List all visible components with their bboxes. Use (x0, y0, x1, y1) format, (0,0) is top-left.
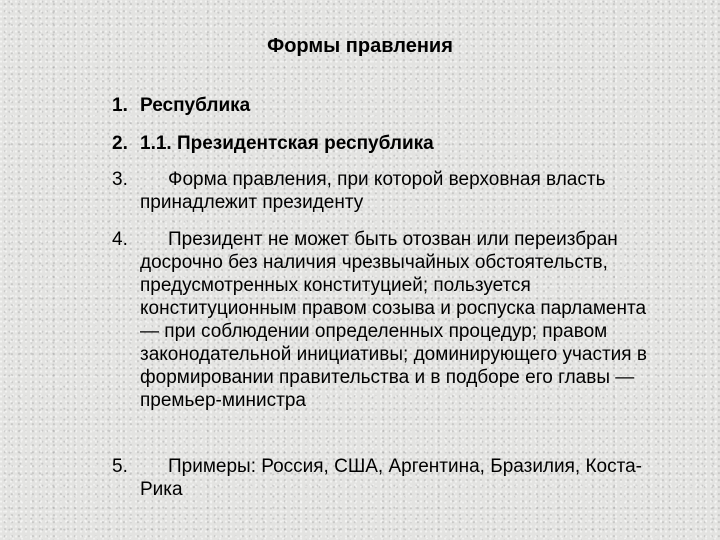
list-item-number: 4. (112, 229, 128, 250)
list-item-number: 1. (112, 95, 128, 116)
list-item-body (140, 168, 670, 214)
list-item-body (140, 455, 670, 501)
list-item-text: 1.1. Президентская республика (140, 133, 434, 154)
slide-title-text: Формы правления (267, 35, 453, 57)
list-item-text: Республика (140, 95, 251, 116)
slide-title (0, 34, 720, 58)
list-item-number: 3. (112, 169, 128, 190)
list-item-number: 5. (112, 456, 128, 477)
list-item-number: 2. (112, 133, 128, 154)
list-item-body (140, 228, 670, 412)
list-item-text: Примеры: Россия, США, Аргентина, Бразилия, Коста-Рика (140, 456, 642, 500)
list-item-text: Президент не может быть отозван или переизбран досрочно без наличия чрезвычайных обстоятельств, предусмотренных конституцией; пользуется конституционным правом созыва и роспуска парламента — при соблюдении определенных процедур; правом законодательной инициативы; доминирующего участия в формировании правительства и в подборе его главы — премьер-министра (140, 229, 647, 411)
list-item-text: Форма правления, при которой верховная власть принадлежит президенту (140, 169, 606, 213)
list-item-3 (112, 168, 672, 214)
list-item-5 (112, 455, 672, 501)
list-item-4 (112, 228, 672, 412)
list-item-1 (112, 94, 672, 117)
list-item-2 (112, 132, 672, 155)
